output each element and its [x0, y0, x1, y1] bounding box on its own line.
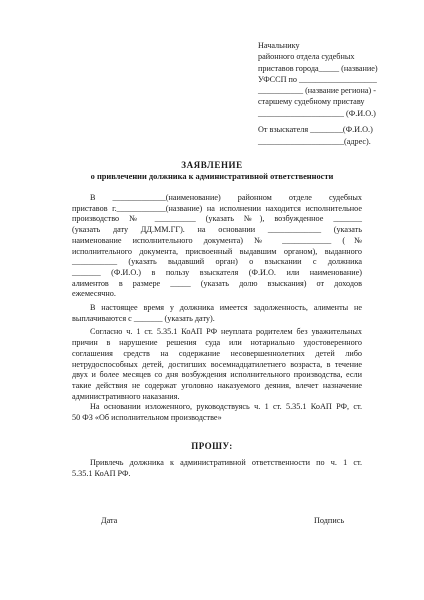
body-line: Согласно ч. 1 ст. 5.35.1 КоАП РФ неуплата родителем без уважительных [90, 327, 362, 337]
document-subtitle: о привлечении должника к административной ответственности [90, 172, 334, 181]
document-body [72, 193, 362, 424]
request-line: Привлечь должника к административной ответственности по ч. 1 ст. [90, 458, 362, 467]
addressee-line: УФССП по ___________________ [258, 74, 377, 84]
body-line: На основании изложенного, руководствуясь ч. 1 ст. 5.35.1 КоАП РФ, ст. [90, 402, 362, 412]
body-line: В _____________(наименование) районном отделе судебных [90, 193, 362, 202]
body-line: производство № __________ (указать №), возбужденное _______ [72, 214, 362, 224]
request-body [72, 457, 362, 479]
sender-block [258, 124, 408, 148]
addressee-line: _____________________ (Ф.И.О.) [258, 108, 376, 118]
signature-label: Подпись [314, 516, 345, 525]
body-line: В настоящее время у должника имеется задолженность, алименты не [90, 303, 362, 313]
body-line: исполнительного документа, присвоенный выдавшим органом), выданного [72, 246, 362, 256]
body-line: наименование исполнительного документа) № ____________ (№ [72, 235, 362, 245]
body-line: 50 ФЗ «Об исполнительном производстве» [72, 413, 222, 423]
sender-address-line: _____________________(адрес). [258, 137, 371, 146]
body-line: административного наказания. [72, 391, 180, 401]
addressee-block [258, 40, 402, 119]
body-line: причин в нарушение решения суда или нотариально удостоверенного [72, 338, 362, 348]
addressee-line: ___________ (название региона) - [258, 86, 376, 96]
sender-name-line: От взыскателя ________(Ф.И.О.) [258, 125, 373, 134]
body-line: (указать дату ДД.ММ.ГГ). на основании _____________ (указать [72, 225, 362, 235]
body-line: нетрудоспособных детей, достигших восемнадцатилетнего возраста, в течение [72, 359, 362, 369]
body-line: выплачиваются с _______ (указать дату). [72, 313, 215, 323]
body-line: такие действия не содержат уголовно наказуемого деяния, влечет назначение [72, 380, 362, 390]
date-label: Дата [101, 516, 118, 525]
addressee-line: приставов города_____ (название) [258, 63, 378, 73]
addressee-line: районного отдела судебных [258, 52, 355, 62]
body-line: ___________ (указать выдавший орган) о взыскании с должника [72, 257, 362, 267]
body-line: приставов г.____________(название) на исполнении находится исполнительное [72, 203, 362, 213]
body-line: алиментов в размере _____ (указать долю взыскания) от доходов [72, 278, 362, 288]
document-title: ЗАЯВЛЕНИЕ [181, 160, 243, 170]
body-line: соглашения средств на содержание несовершеннолетних детей либо [72, 348, 362, 358]
request-line: 5.35.1 КоАП РФ. [72, 469, 131, 478]
body-line: _______ (Ф.И.О.) в пользу взыскателя (Ф.И.О. или наименование) [72, 267, 362, 277]
body-line: ежемесячно. [72, 289, 116, 299]
request-heading: ПРОШУ: [191, 441, 233, 451]
addressee-line: старшему судебному приставу [258, 97, 365, 107]
body-line: двух и более месяцев со дня возбуждения исполнительного производства, если [72, 370, 362, 380]
addressee-line: Начальнику [258, 41, 300, 50]
